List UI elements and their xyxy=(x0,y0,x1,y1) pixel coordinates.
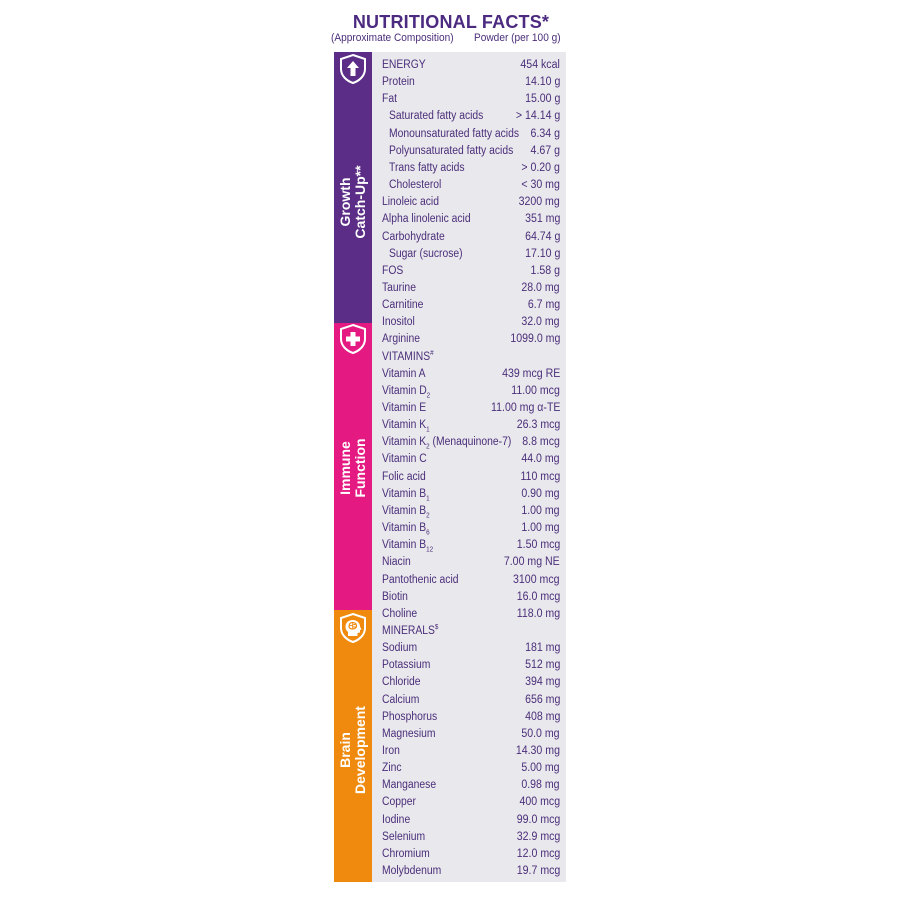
nutrient-name: Carnitine xyxy=(382,299,424,312)
nutrient-value: 99.0 mcg xyxy=(516,813,560,826)
nutrient-value: 6.34 g xyxy=(530,127,560,140)
nutrient-row xyxy=(382,74,562,91)
nutrient-value: 7.00 mg NE xyxy=(504,556,560,569)
nutrient-name: Potassium xyxy=(382,659,431,672)
nutrient-value: 439 mcg RE xyxy=(501,367,560,380)
nutrient-name: Protein xyxy=(382,76,415,89)
serving-basis: Powder (per 100 g) xyxy=(474,32,561,44)
nutrient-name: Monounsaturated fatty acids xyxy=(389,127,520,140)
nutrient-value: 11.00 mcg xyxy=(511,384,560,397)
nutrient-value: 5.00 mg xyxy=(521,762,560,775)
brain-band-label: Brain Development xyxy=(337,706,368,794)
nutrient-value: 3100 mcg xyxy=(513,573,560,586)
nutrient-row xyxy=(382,331,562,348)
nutrient-row xyxy=(382,143,562,160)
nutrient-row xyxy=(382,451,562,468)
nutrient-name: Choline xyxy=(382,607,418,620)
nutrient-value: 26.3 mcg xyxy=(516,419,560,432)
nutrient-name: Carbohydrate xyxy=(382,230,445,243)
nutrient-value: 3200 mg xyxy=(518,196,560,209)
nutrient-row xyxy=(382,829,562,846)
composition-note: (Approximate Composition) xyxy=(331,32,454,44)
nutrient-value: < 30 mg xyxy=(521,179,560,192)
nutrient-name: Niacin xyxy=(382,556,411,569)
nutrient-value: 12.0 mcg xyxy=(516,847,560,860)
nutrient-row xyxy=(382,812,562,829)
nutrient-name: Chloride xyxy=(382,676,421,689)
nutrient-name: FOS xyxy=(382,264,404,277)
nutrient-row xyxy=(382,623,562,640)
nutrient-row xyxy=(382,469,562,486)
plus-shield-icon xyxy=(337,323,369,355)
nutrient-row xyxy=(382,263,562,280)
nutrient-name: Magnesium xyxy=(382,727,436,740)
nutrient-name: Linoleic acid xyxy=(382,196,439,209)
nutrient-name: ENERGY xyxy=(382,59,426,71)
nutrient-name: Manganese xyxy=(382,779,437,792)
nutrient-row xyxy=(382,572,562,589)
nutrient-name: Folic acid xyxy=(382,470,426,483)
nutrient-row xyxy=(382,297,562,314)
brain-head-shield-icon xyxy=(337,612,369,644)
nutrient-value: 400 mcg xyxy=(519,796,560,809)
nutrient-row xyxy=(382,777,562,794)
nutrient-row xyxy=(382,794,562,811)
nutrient-name: Alpha linolenic acid xyxy=(382,213,471,226)
nutrient-row xyxy=(382,692,562,709)
nutrient-value: 32.9 mcg xyxy=(516,830,560,843)
nutrient-name: VITAMINS# xyxy=(382,349,434,363)
nutrient-value: 351 mg xyxy=(524,213,560,226)
nutrient-row xyxy=(382,606,562,623)
nutrient-value: 0.90 mg xyxy=(521,487,560,500)
nutrient-row xyxy=(382,280,562,297)
nutrient-value: 4.67 g xyxy=(530,144,560,157)
growth-band xyxy=(334,52,372,323)
immune-band-label: Immune Function xyxy=(337,438,368,498)
nutrient-name: Polyunsaturated fatty acids xyxy=(389,144,514,157)
nutrient-name: Calcium xyxy=(382,693,420,706)
nutrient-name: Vitamin $B_{12}$ xyxy=(382,539,434,554)
nutrient-value: 17.10 g xyxy=(524,247,560,260)
nutrient-value: 110 mcg xyxy=(520,470,560,483)
nutrient-row xyxy=(382,674,562,691)
nutrient-value: 50.0 mg xyxy=(521,727,560,740)
nutrient-value: 0.98 mg xyxy=(521,779,560,792)
nutrient-row xyxy=(382,126,562,143)
nutrient-name: Chromium xyxy=(382,847,430,860)
immune-band xyxy=(334,323,372,610)
nutrient-value: 16.0 mcg xyxy=(516,590,560,603)
page-title: NUTRITIONAL FACTS* xyxy=(352,12,550,32)
nutrient-row xyxy=(382,400,562,417)
nutrient-value: 19.7 mcg xyxy=(516,865,560,878)
nutrient-name: Vitamin $B_1$ xyxy=(382,487,430,503)
nutrient-name: Biotin xyxy=(382,590,408,603)
nutrient-name: Zinc xyxy=(382,762,402,775)
nutrient-row xyxy=(382,743,562,760)
nutrient-row xyxy=(382,229,562,246)
nutrient-row xyxy=(382,520,562,537)
nutrient-row xyxy=(382,434,562,451)
nutrient-value: 118.0 mg xyxy=(516,607,560,620)
nutrient-row xyxy=(382,417,562,434)
nutrient-name: Trans fatty acids xyxy=(389,161,465,174)
nutrient-value: > 0.20 g xyxy=(521,161,560,174)
nutrient-name: Vitamin $B_2$ xyxy=(382,504,430,520)
nutrient-value: 1099.0 mg xyxy=(509,333,560,346)
nutrient-row xyxy=(382,503,562,520)
nutrient-value: 408 mg xyxy=(524,710,560,723)
nutrient-name: Vitamin $K_1$ xyxy=(382,419,430,434)
nutrient-value: 28.0 mg xyxy=(521,281,560,294)
nutrient-value: 181 mg xyxy=(524,642,560,655)
nutrient-name: Vitamin $B_6$ xyxy=(382,522,430,537)
nutrient-row xyxy=(382,709,562,726)
nutrient-name: Fat xyxy=(382,93,397,106)
nutrient-value: > 14.14 g xyxy=(515,110,560,123)
nutrient-row xyxy=(382,57,562,74)
nutrient-name: Vitamin E xyxy=(382,402,427,414)
nutrient-row xyxy=(382,177,562,194)
nutrient-value: 512 mg xyxy=(524,659,560,672)
nutrient-name: Vitamin C xyxy=(382,453,427,466)
nutrient-name: Iron xyxy=(382,745,400,757)
nutrient-value: 15.00 g xyxy=(524,93,560,106)
growth-band-label: Growth Catch-Up** xyxy=(337,165,368,239)
nutrient-name: Sugar (sucrose) xyxy=(389,247,463,260)
nutrient-value: 1.00 mg xyxy=(521,504,560,517)
nutrient-row xyxy=(382,554,562,571)
nutrient-value: 1.58 g xyxy=(530,264,560,277)
nutrient-row xyxy=(382,589,562,606)
nutrient-name: MINERALS$ xyxy=(382,624,439,637)
nutrient-value: 8.8 mcg xyxy=(522,436,560,449)
nutrient-name: Iodine xyxy=(382,813,411,826)
nutrient-name: Cholesterol xyxy=(389,179,442,192)
nutrient-value: 394 mg xyxy=(524,676,560,689)
nutrient-name: Copper xyxy=(382,796,416,809)
nutrient-row xyxy=(382,760,562,777)
nutrient-value: 1.00 mg xyxy=(521,522,560,535)
nutrient-name: Vitamin $D_2$ xyxy=(382,384,431,400)
nutrient-row xyxy=(382,486,562,503)
nutrient-name: Phosphorus xyxy=(382,710,438,723)
up-arrow-shield-icon xyxy=(337,53,369,85)
nutrient-row xyxy=(382,657,562,674)
nutrient-row xyxy=(382,160,562,177)
nutrient-name: Arginine xyxy=(382,333,420,346)
nutrient-value: 14.30 mg xyxy=(515,745,560,757)
nutrient-row xyxy=(382,863,562,880)
nutrient-row xyxy=(382,246,562,263)
nutrient-value: 656 mg xyxy=(524,693,560,706)
nutrient-name: Vitamin A xyxy=(382,367,426,380)
nutrient-value: 14.10 g xyxy=(524,76,560,89)
nutrient-value: 32.0 mg xyxy=(521,316,560,329)
brain-band xyxy=(334,610,372,882)
nutrient-name: Pantothenic acid xyxy=(382,573,459,586)
nutrient-value: 1.50 mcg xyxy=(516,539,560,552)
nutrient-row xyxy=(382,366,562,383)
nutrient-name: Molybdenum xyxy=(382,865,442,878)
nutrient-value: 44.0 mg xyxy=(521,453,560,466)
nutrient-name: Sodium xyxy=(382,642,418,655)
nutrient-row xyxy=(382,211,562,228)
nutrient-row xyxy=(382,640,562,657)
nutrient-row xyxy=(382,846,562,863)
nutrient-row xyxy=(382,349,562,366)
nutrient-value: 64.74 g xyxy=(524,230,560,243)
nutrient-row xyxy=(382,194,562,211)
nutrient-name: Taurine xyxy=(382,281,416,294)
nutrient-row xyxy=(382,383,562,400)
nutrient-name: Saturated fatty acids xyxy=(389,110,484,123)
nutrient-name: Vitamin $K_2$ (Menaquinone-7) xyxy=(382,436,512,451)
nutrient-row xyxy=(382,91,562,108)
nutrient-name: Inositol xyxy=(382,316,415,329)
nutrient-row xyxy=(382,726,562,743)
nutrient-row xyxy=(382,537,562,554)
nutrient-row xyxy=(382,314,562,331)
nutrient-value: 6.7 mg xyxy=(527,299,560,312)
nutrient-value: 11.00 mg α-TE xyxy=(490,402,560,414)
nutrient-value: 454 kcal xyxy=(520,59,560,71)
nutrient-row xyxy=(382,108,562,125)
nutrient-name: Selenium xyxy=(382,830,426,843)
